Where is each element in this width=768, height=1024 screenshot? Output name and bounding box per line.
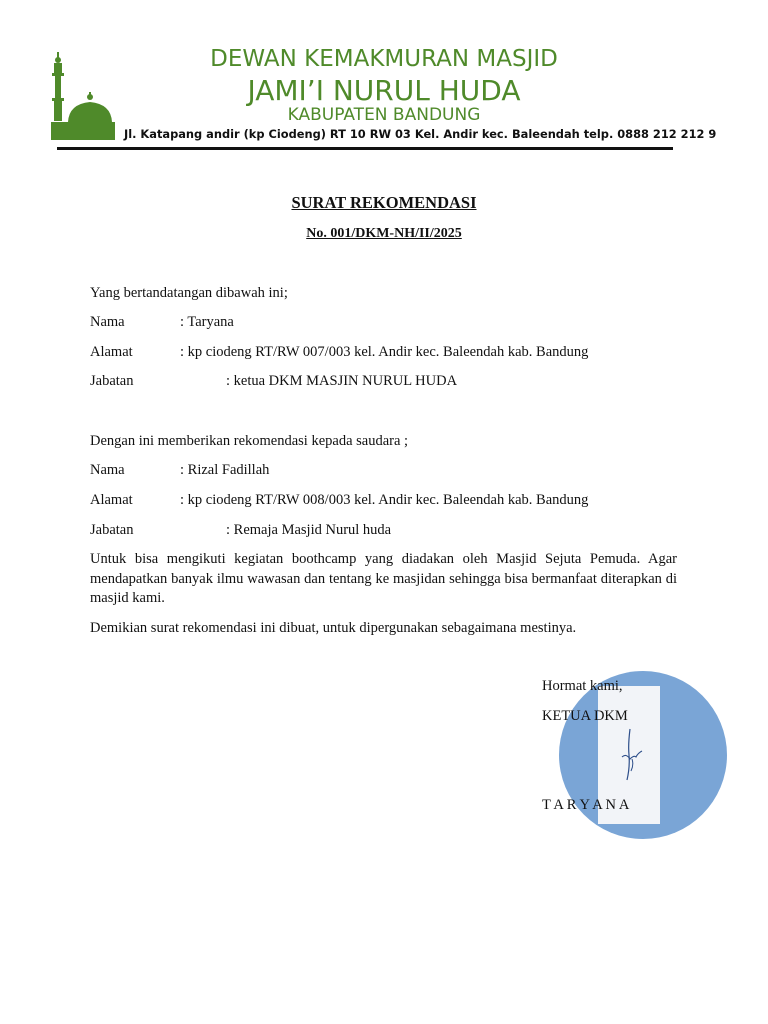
signature-position: KETUA DKM — [542, 708, 628, 724]
letter-title: SURAT REKOMENDASI — [291, 193, 477, 212]
handwritten-signature-icon — [612, 725, 652, 785]
recipient-jabatan-value: : Remaja Masjid Nurul huda — [226, 522, 392, 538]
org-title-line3: KABUPATEN BANDUNG — [287, 105, 481, 125]
signature-name: T A R Y A N A — [542, 797, 630, 813]
body-paragraph: Untuk bisa mengikuti kegiatan boothcamp yang diadakan oleh Masjid Sejuta Pemuda. Agar mendapatkan banyak ilmu wawasan dan tentang ke masjidan sehingga bisa bermanfaat diterapkan di masjid kami. — [90, 551, 677, 606]
recipient-nama-value: : Rizal Fadillah — [180, 462, 270, 478]
recipient-alamat-label: Alamat — [90, 492, 133, 508]
signer-jabatan-value: : ketua DKM MASJIN NURUL HUDA — [226, 373, 458, 389]
recipient-nama-label: Nama — [90, 462, 125, 478]
org-title-line2: JAMI’I NURUL HUDA — [247, 74, 521, 107]
header-divider — [57, 147, 673, 150]
closing-paragraph: Demikian surat rekomendasi ini dibuat, untuk dipergunakan sebagaimana mestinya. — [90, 620, 577, 636]
recipient-alamat-value: : kp ciodeng RT/RW 008/003 kel. Andir kec. Baleendah kab. Bandung — [180, 492, 589, 508]
letter-number: No. 001/DKM-NH/II/2025 — [306, 226, 462, 241]
signer-alamat-value: : kp ciodeng RT/RW 007/003 kel. Andir kec. Baleendah kab. Bandung — [180, 344, 589, 360]
signature-greeting: Hormat kami, — [542, 678, 623, 694]
intro-recipient: Dengan ini memberikan rekomendasi kepada saudara ; — [90, 433, 409, 449]
org-title-line1: DEWAN KEMAKMURAN MASJID — [210, 46, 558, 72]
recipient-jabatan-label: Jabatan — [90, 522, 134, 538]
org-address: Jl. Katapang andir (kp Ciodeng) RT 10 RW 03 Kel. Andir kec. Baleendah telp. 0888 212 212 9 — [124, 127, 717, 141]
signer-nama-value: : Taryana — [180, 314, 234, 330]
signer-alamat-label: Alamat — [90, 344, 133, 360]
signer-jabatan-label: Jabatan — [90, 373, 134, 389]
signer-nama-label: Nama — [90, 314, 125, 330]
intro-signer: Yang bertandatangan dibawah ini; — [90, 285, 288, 301]
